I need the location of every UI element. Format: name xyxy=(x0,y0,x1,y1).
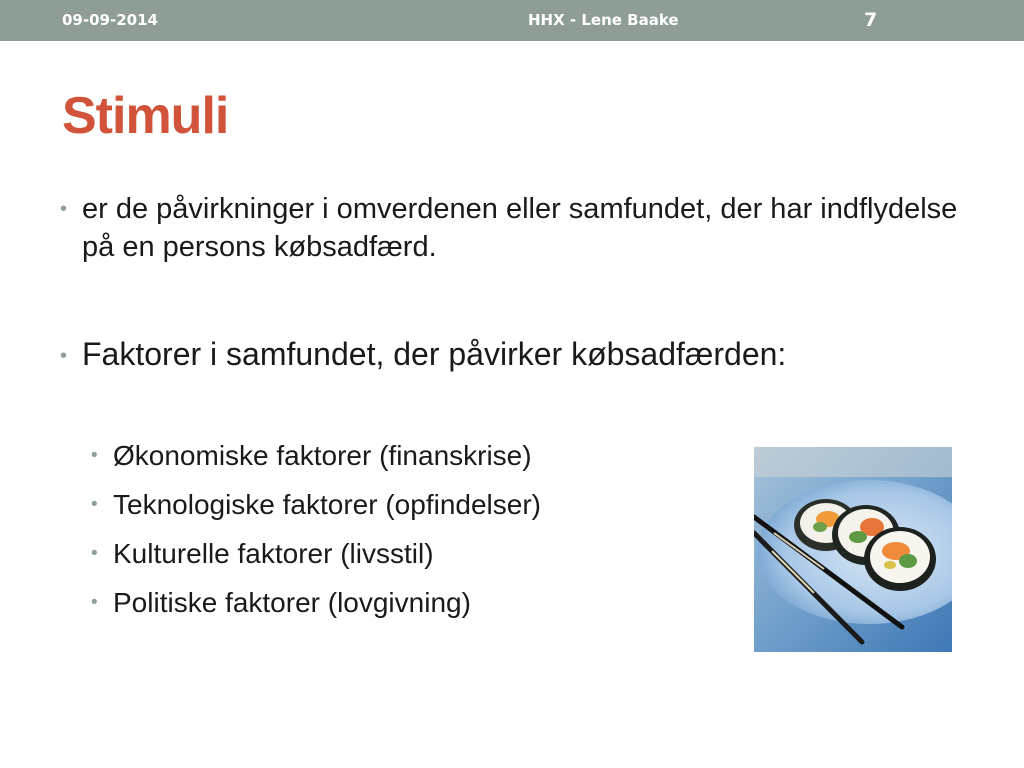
bullet-item xyxy=(60,335,982,373)
bullet-text: er de påvirkninger i omverdenen eller samfundet, der har indflydelse på en persons købsadfærd. xyxy=(82,193,958,263)
slide-header-bar xyxy=(0,0,1024,41)
sub-bullet-item xyxy=(91,585,471,621)
bullet-dot-icon: • xyxy=(91,445,98,466)
header-author: HHX - Lene Baake xyxy=(528,11,679,29)
bullet-dot-icon: • xyxy=(60,345,68,367)
bullet-item xyxy=(60,190,982,266)
sub-bullet-text: Kulturelle faktorer (livsstil) xyxy=(113,538,434,569)
sub-bullet-item xyxy=(91,438,532,474)
slide-title: Stimuli xyxy=(62,87,229,145)
header-page-number: 7 xyxy=(864,9,878,31)
sub-bullet-text: Økonomiske faktorer (finanskrise) xyxy=(113,440,532,471)
sub-bullet-text: Teknologiske faktorer (opfindelser) xyxy=(113,489,541,520)
sub-bullet-item xyxy=(91,536,434,572)
bullet-dot-icon: • xyxy=(91,543,98,564)
sub-bullet-text: Politiske faktorer (lovgivning) xyxy=(113,587,471,618)
header-date: 09-09-2014 xyxy=(62,11,158,29)
bullet-text: Faktorer i samfundet, der påvirker købsadfærden: xyxy=(82,336,787,372)
bullet-dot-icon: • xyxy=(60,198,68,220)
bullet-dot-icon: • xyxy=(91,592,98,613)
sub-bullet-item xyxy=(91,487,541,523)
sushi-photo xyxy=(754,447,952,652)
bullet-dot-icon: • xyxy=(91,494,98,515)
